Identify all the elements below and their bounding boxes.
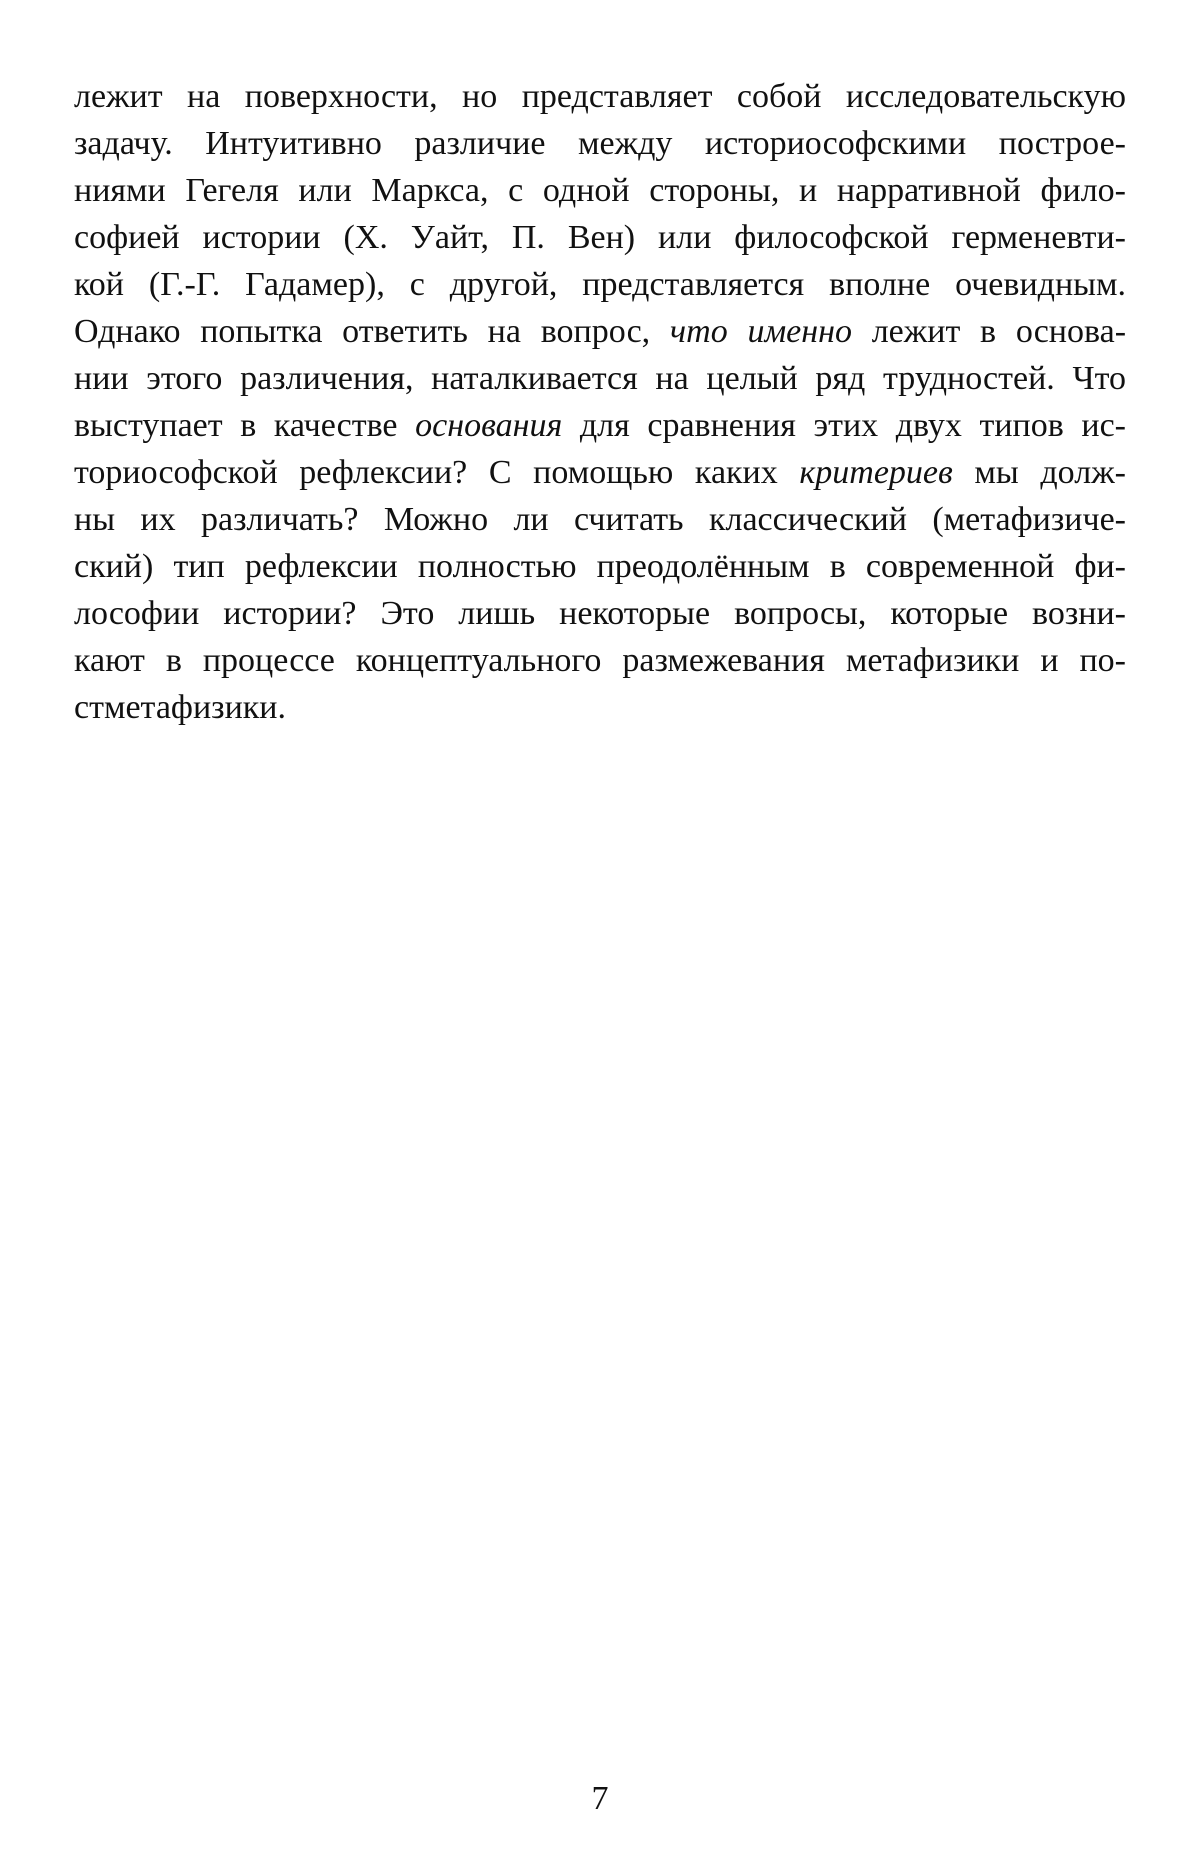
text-run: лежит в основа- — [851, 313, 1127, 350]
body-paragraph — [74, 73, 1126, 731]
text-line — [74, 402, 1126, 449]
text-run: ниями Гегеля или Маркса, с одной стороны, и нарративной фило- — [74, 172, 1126, 209]
italic-phrase: основания — [415, 407, 563, 444]
text-run: Однако попытка ответить на вопрос, — [74, 313, 670, 350]
text-run: софией истории (Х. Уайт, П. Вен) или философской герменевти- — [74, 219, 1126, 256]
text-run: ский) тип рефлексии полностью преодолённым в современной фи- — [74, 548, 1126, 585]
text-line — [74, 73, 1126, 120]
text-line — [74, 684, 1126, 731]
text-line — [74, 214, 1126, 261]
text-line — [74, 120, 1126, 167]
text-line — [74, 543, 1126, 590]
text-run: для сравнения этих двух типов ис- — [562, 407, 1127, 444]
text-run: выступает в качестве — [74, 407, 416, 444]
page-number: 7 — [591, 1780, 609, 1817]
text-line — [74, 449, 1126, 496]
text-line — [74, 308, 1126, 355]
text-run: кают в процессе концептуального размежевания метафизики и по- — [74, 642, 1126, 679]
text-line — [74, 496, 1126, 543]
text-run: кой (Г.-Г. Гадамер), с другой, представляется вполне очевидным. — [74, 266, 1126, 303]
text-line — [74, 355, 1126, 402]
text-run: ны их различать? Можно ли считать классический (метафизиче- — [74, 501, 1126, 538]
text-run: лософии истории? Это лишь некоторые вопросы, которые возни- — [74, 595, 1126, 632]
text-run: ториософской рефлексии? С помощью каких — [74, 454, 800, 491]
italic-phrase: что именно — [669, 313, 852, 350]
text-line — [74, 167, 1126, 214]
text-run: мы долж- — [952, 454, 1127, 491]
text-run: лежит на поверхности, но представляет собой исследовательскую — [74, 78, 1126, 115]
text-run: задачу. Интуитивно различие между историософскими построе- — [74, 125, 1126, 162]
italic-phrase: критериев — [799, 454, 953, 491]
text-run: стметафизики. — [74, 689, 286, 726]
text-line — [74, 261, 1126, 308]
text-line — [74, 637, 1126, 684]
text-line — [74, 590, 1126, 637]
text-run: нии этого различения, наталкивается на целый ряд трудностей. Что — [74, 360, 1126, 397]
